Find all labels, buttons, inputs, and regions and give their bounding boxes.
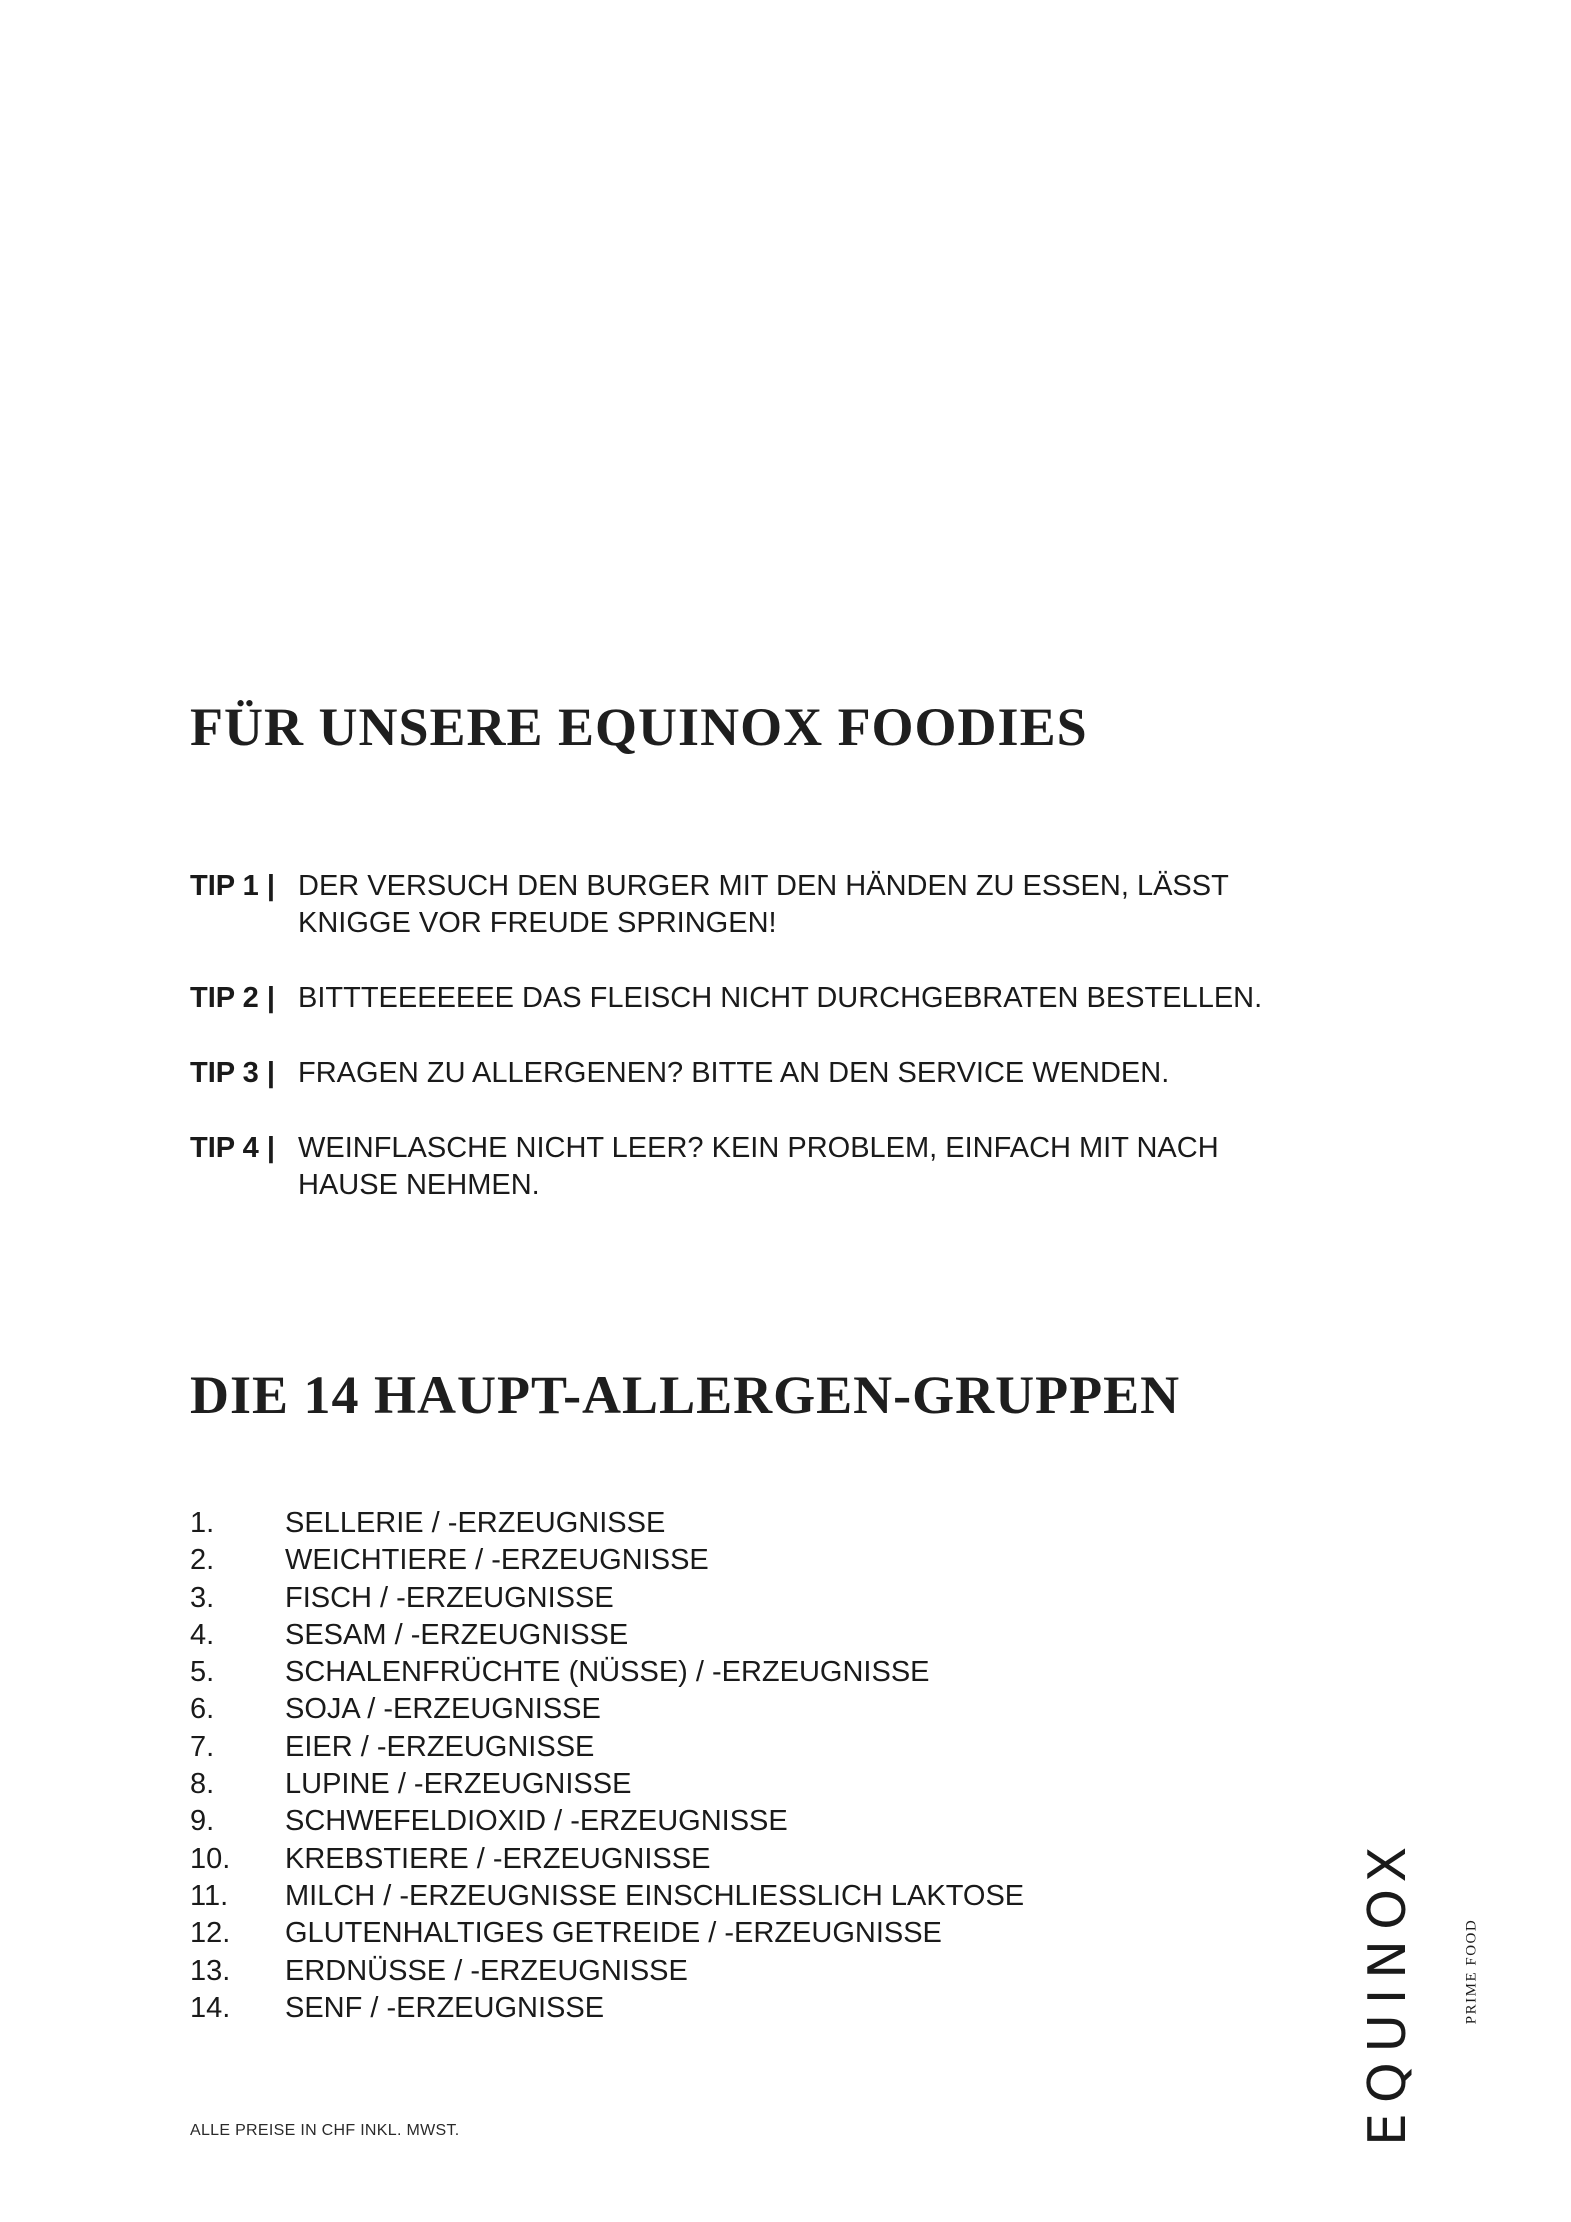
allergen-number: 3. xyxy=(190,1581,215,1614)
tip-label: TIP 2 | xyxy=(190,982,275,1014)
allergen-number: 2. xyxy=(190,1544,215,1577)
allergen-item xyxy=(190,1542,1024,1579)
allergen-name: GLUTENHALTIGES GETREIDE / -ERZEUGNISSE xyxy=(285,1917,942,1950)
allergen-name: MILCH / -ERZEUGNISSE EINSCHLIESSLICH LAKTOSE xyxy=(285,1879,1025,1912)
allergen-item xyxy=(190,1841,1024,1878)
allergen-item xyxy=(190,1990,1024,2027)
tip-label: TIP 3 | xyxy=(190,1057,275,1089)
allergen-number: 9. xyxy=(190,1805,215,1838)
allergen-name: FISCH / -ERZEUGNISSE xyxy=(285,1581,614,1614)
logo-subtitle: PRIME FOOD xyxy=(1463,1918,1480,2025)
allergen-number: 12. xyxy=(190,1917,231,1950)
tip-item xyxy=(190,868,1390,942)
tip-item xyxy=(190,980,1390,1017)
logo-subtitle-wrap xyxy=(1462,1908,1482,2038)
allergen-number: 14. xyxy=(190,1991,231,2024)
allergen-number: 10. xyxy=(190,1842,231,1875)
allergen-name: SOJA / -ERZEUGNISSE xyxy=(285,1693,601,1726)
tip-label: TIP 4 | xyxy=(190,1132,275,1164)
allergen-name: SESAM / -ERZEUGNISSE xyxy=(285,1618,629,1651)
allergen-number: 6. xyxy=(190,1693,215,1726)
allergen-item xyxy=(190,1878,1024,1915)
allergen-item xyxy=(190,1729,1024,1766)
allergen-list xyxy=(190,1505,1024,2027)
section-heading-foodies: FÜR UNSERE EQUINOX FOODIES xyxy=(190,697,1088,757)
price-note: ALLE PREISE IN CHF INKL. MWST. xyxy=(190,2122,460,2139)
allergen-number: 5. xyxy=(190,1656,215,1689)
allergen-name: SELLERIE / -ERZEUGNISSE xyxy=(285,1507,666,1539)
allergen-number: 11. xyxy=(190,1879,229,1912)
allergen-name: EIER / -ERZEUGNISSE xyxy=(285,1730,595,1763)
allergen-item xyxy=(190,1803,1024,1840)
allergen-name: KREBSTIERE / -ERZEUGNISSE xyxy=(285,1842,711,1875)
logo-wordmark: EQUINOX xyxy=(1358,1836,1418,2146)
allergen-name: SENF / -ERZEUGNISSE xyxy=(285,1991,605,2024)
allergen-name: SCHALENFRÜCHTE (NÜSSE) / -ERZEUGNISSE xyxy=(285,1656,930,1689)
allergen-number: 13. xyxy=(190,1954,231,1987)
allergen-name: SCHWEFELDIOXID / -ERZEUGNISSE xyxy=(285,1805,788,1838)
allergen-item xyxy=(190,1617,1024,1654)
allergen-item xyxy=(190,1691,1024,1728)
allergen-item xyxy=(190,1580,1024,1617)
allergen-number: 4. xyxy=(190,1618,215,1651)
tip-text: WEINFLASCHE NICHT LEER? KEIN PROBLEM, EINFACH MIT NACH HAUSE NEHMEN. xyxy=(298,1132,1219,1201)
allergen-name: ERDNÜSSE / -ERZEUGNISSE xyxy=(285,1954,688,1987)
tip-item xyxy=(190,1130,1390,1204)
tip-label: TIP 1 | xyxy=(190,870,275,902)
allergen-number: 8. xyxy=(190,1768,215,1801)
allergen-item xyxy=(190,1654,1024,1691)
tip-item xyxy=(190,1055,1390,1092)
section-heading-allergens: DIE 14 HAUPT-ALLERGEN-GRUPPEN xyxy=(190,1365,1181,1425)
allergen-item xyxy=(190,1953,1024,1990)
allergen-number: 7. xyxy=(190,1730,215,1763)
tip-text: FRAGEN ZU ALLERGENEN? BITTE AN DEN SERVICE WENDEN. xyxy=(298,1057,1170,1089)
allergen-item xyxy=(190,1766,1024,1803)
allergen-number: 1. xyxy=(190,1507,215,1539)
tips-list xyxy=(190,868,1390,1242)
tip-text: DER VERSUCH DEN BURGER MIT DEN HÄNDEN ZU ESSEN, LÄSST KNIGGE VOR FREUDE SPRINGEN! xyxy=(298,870,1229,939)
allergen-name: WEICHTIERE / -ERZEUGNISSE xyxy=(285,1544,709,1577)
allergen-item xyxy=(190,1915,1024,1952)
allergen-name: LUPINE / -ERZEUGNISSE xyxy=(285,1768,632,1801)
allergen-item xyxy=(190,1505,1024,1542)
tip-text: BITTTEEEEEEE DAS FLEISCH NICHT DURCHGEBRATEN BESTELLEN. xyxy=(298,982,1263,1014)
equinox-logo xyxy=(1230,1836,1550,2146)
